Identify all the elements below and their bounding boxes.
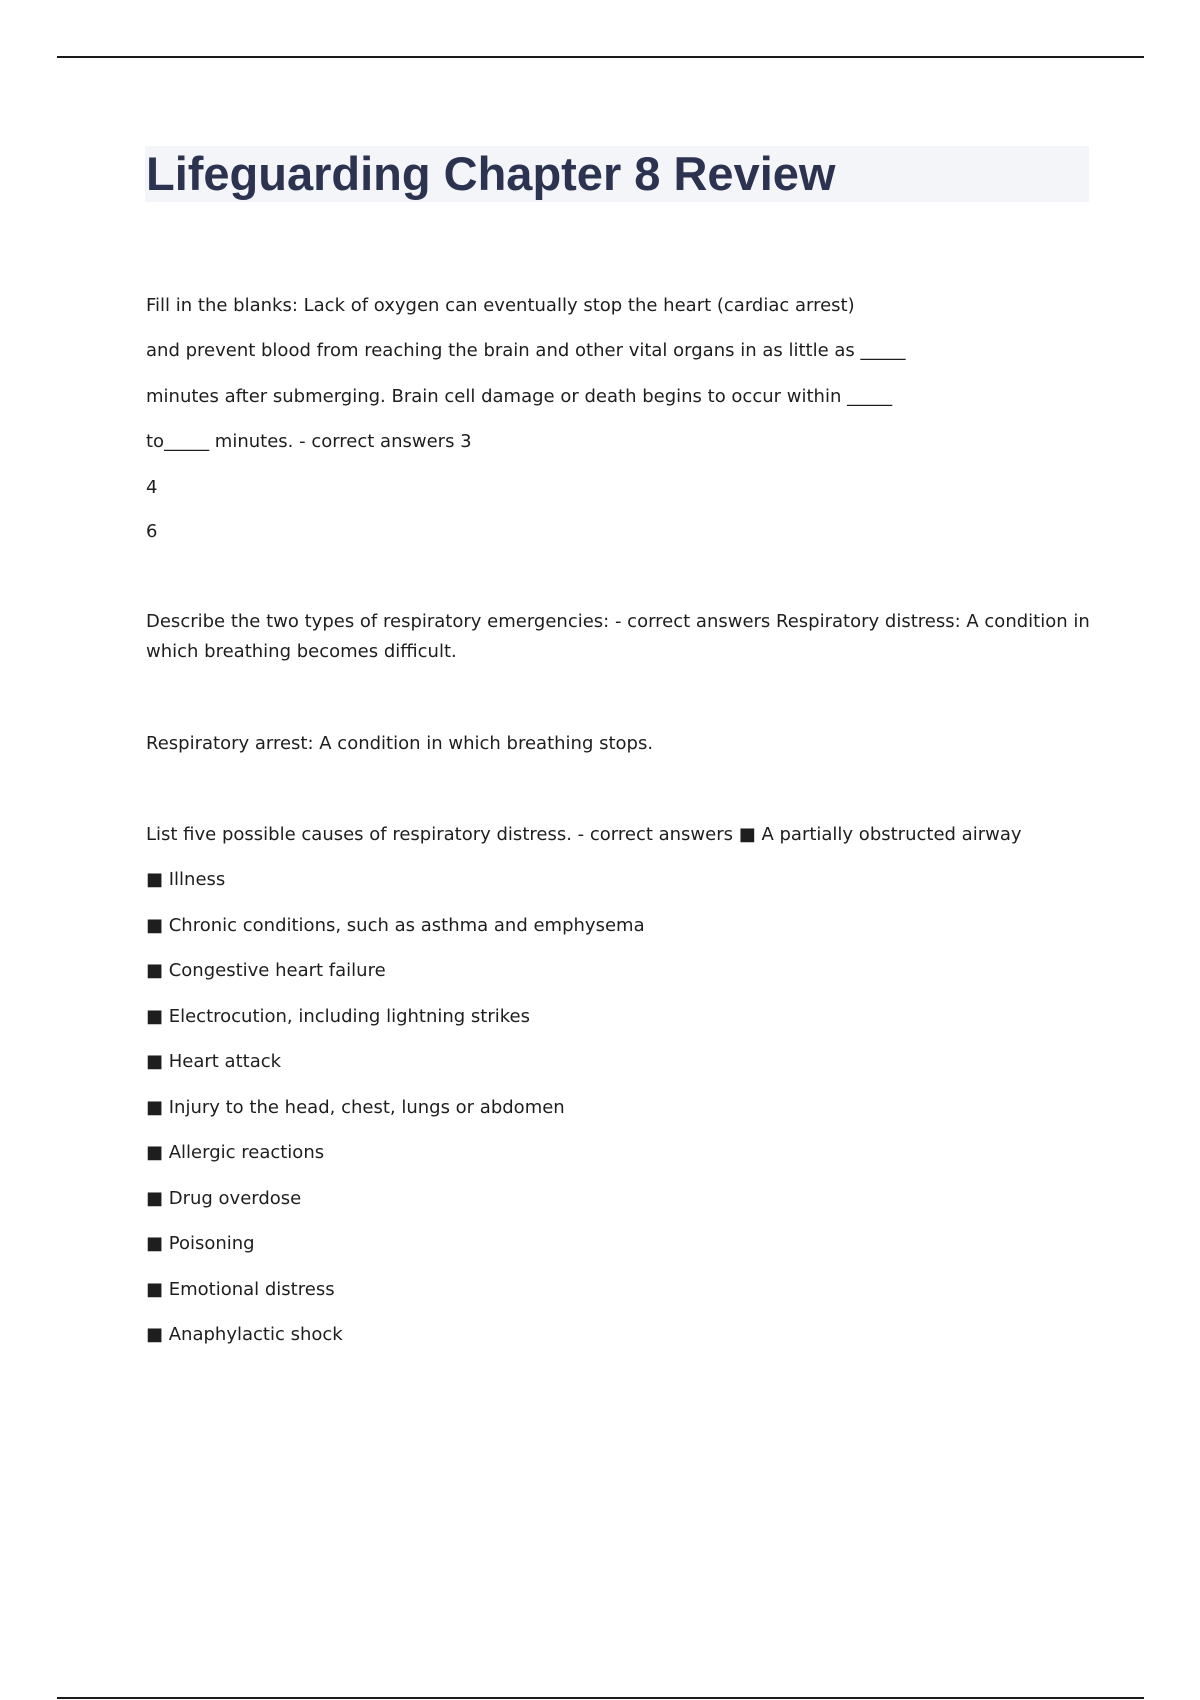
document-title: Lifeguarding Chapter 8 Review bbox=[146, 147, 836, 200]
q1-line-3: minutes after submerging. Brain cell damage or death begins to occur within _____ bbox=[146, 386, 893, 407]
q2-question-answer: Describe the two types of respiratory emergencies: - correct answers Respiratory distress: A condition in which breathing becomes difficult. bbox=[146, 611, 1090, 662]
q1-answer-6: 6 bbox=[146, 521, 158, 542]
q3-item: ■ Heart attack bbox=[146, 1051, 282, 1072]
q1-line-2: and prevent blood from reaching the brain and other vital organs in as little as _____ bbox=[146, 340, 906, 361]
q3-item: ■ Anaphylactic shock bbox=[146, 1324, 343, 1345]
q3-item: ■ Chronic conditions, such as asthma and emphysema bbox=[146, 915, 645, 936]
q3-item: ■ Illness bbox=[146, 869, 226, 890]
q3-item: ■ Congestive heart failure bbox=[146, 960, 386, 981]
q3-question-answer: List five possible causes of respiratory distress. - correct answers ■ A partially obstructed airway bbox=[146, 824, 1022, 845]
q1-line-4: to_____ minutes. - correct answers 3 bbox=[146, 431, 472, 452]
q3-item: ■ Electrocution, including lightning strikes bbox=[146, 1006, 531, 1027]
q3-item: ■ Emotional distress bbox=[146, 1279, 335, 1300]
q3-item: ■ Injury to the head, chest, lungs or abdomen bbox=[146, 1097, 565, 1118]
q1-answer-4: 4 bbox=[146, 477, 158, 498]
q3-item: ■ Poisoning bbox=[146, 1233, 255, 1254]
top-rule bbox=[57, 56, 1144, 58]
q3-item: ■ Allergic reactions bbox=[146, 1142, 325, 1163]
q3-item: ■ Drug overdose bbox=[146, 1188, 302, 1209]
bottom-rule bbox=[57, 1697, 1144, 1699]
q2-answer-cont: Respiratory arrest: A condition in which breathing stops. bbox=[146, 733, 654, 754]
q1-line-1: Fill in the blanks: Lack of oxygen can eventually stop the heart (cardiac arrest) bbox=[146, 295, 855, 316]
